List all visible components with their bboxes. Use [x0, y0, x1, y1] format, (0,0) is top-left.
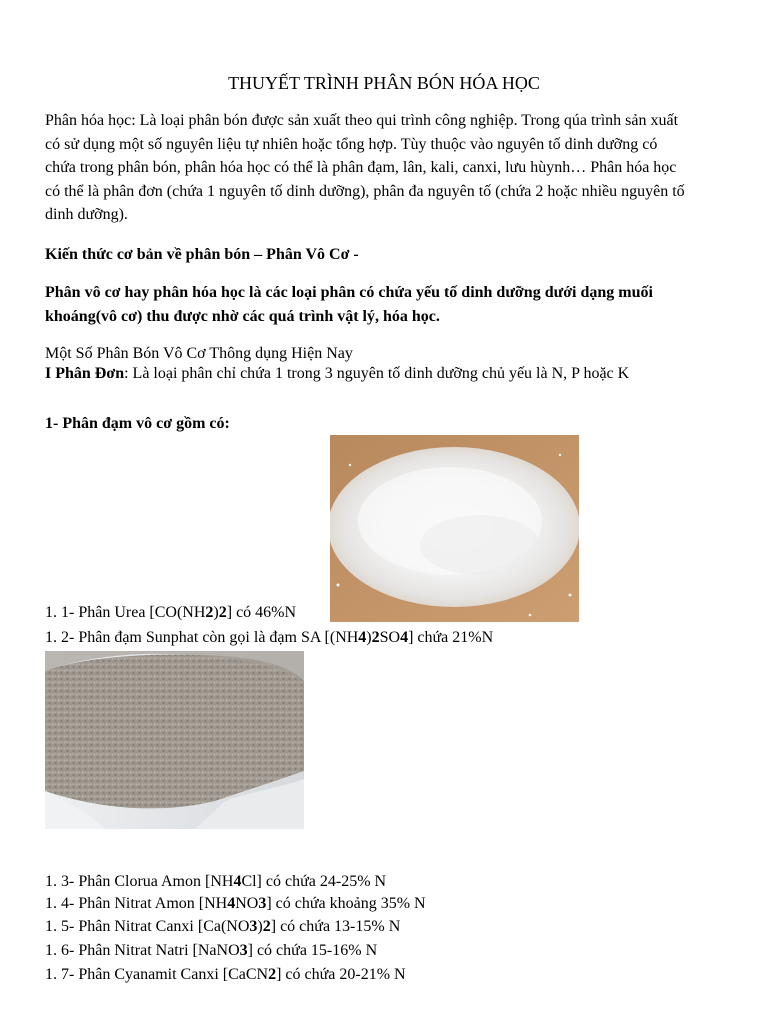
- page-title: THUYẾT TRÌNH PHÂN BÓN HÓA HỌC: [228, 73, 540, 93]
- item-sodium-nitrate: 1. 6- Phân Nitrat Natri [NaNO3] có chứa 15-16% N: [45, 942, 378, 959]
- common-fertilizers-subtitle: Một Số Phân Bón Vô Cơ Thông dụng Hiện Nay: [45, 345, 353, 362]
- item-ammonium-nitrate: 1. 4- Phân Nitrat Amon [NH4NO3] có chứa khoảng 35% N: [45, 895, 426, 912]
- inorganic-definition-heading: Phân vô cơ hay phân hóa học là các loại phân có chứa yếu tố dinh dưỡng dưới dạng muối khoáng(vô cơ) thu được nhờ các quá trình vật lý, hóa học.: [45, 284, 653, 325]
- item-calcium-nitrate: 1. 5- Phân Nitrat Canxi [Ca(NO3)2] có chứa 13-15% N: [45, 918, 401, 935]
- single-fertilizer-paragraph: [45, 363, 685, 385]
- nitrogen-fertilizer-heading: 1- Phân đạm vô cơ gồm có:: [45, 415, 230, 432]
- single-fertilizer-label: I Phân Đơn: [45, 365, 125, 382]
- item-calcium-cyanamide: 1. 7- Phân Cyanamit Canxi [CaCN2] có chứa 20-21% N: [45, 966, 406, 983]
- single-fertilizer-text: : Là loại phân chỉ chứa 1 trong 3 nguyên tố dinh dưỡng chủ yếu là N, P hoặc K: [124, 365, 630, 382]
- intro-paragraph: Phân hóa học: Là loại phân bón được sản xuất theo qui trình công nghiệp. Trong qúa trình sản xuất có sử dụng một số nguyên liệu tự nhiên hoặc tổng hợp. Tùy thuộc vào nguyên tố dinh dưỡng có chứa trong phân bón, phân hóa học có thể là phân đạm, lân, kali, canxi, lưu hùynh… Phân hóa học có thể là phân đơn (chứa 1 nguyên tố dinh dưỡng), phân đa nguyên tố (chứa 2 hoặc nhiều nguyên tố dinh dưỡng).: [45, 112, 685, 223]
- item-ammonium-chloride: 1. 3- Phân Clorua Amon [NH4Cl] có chứa 24-25% N: [45, 873, 387, 890]
- basic-knowledge-heading: Kiến thức cơ bản về phân bón – Phân Vô Cơ -: [45, 246, 359, 263]
- item-urea: 1. 1- Phân Urea [CO(NH2)2] có 46%N: [45, 604, 297, 621]
- urea-fertilizer-image: [330, 435, 579, 622]
- item-ammonium-sulphate: 1. 2- Phân đạm Sunphat còn gọi là đạm SA [(NH4)2SO4] chứa 21%N: [45, 629, 494, 646]
- ammonium-sulphate-image: [45, 651, 304, 829]
